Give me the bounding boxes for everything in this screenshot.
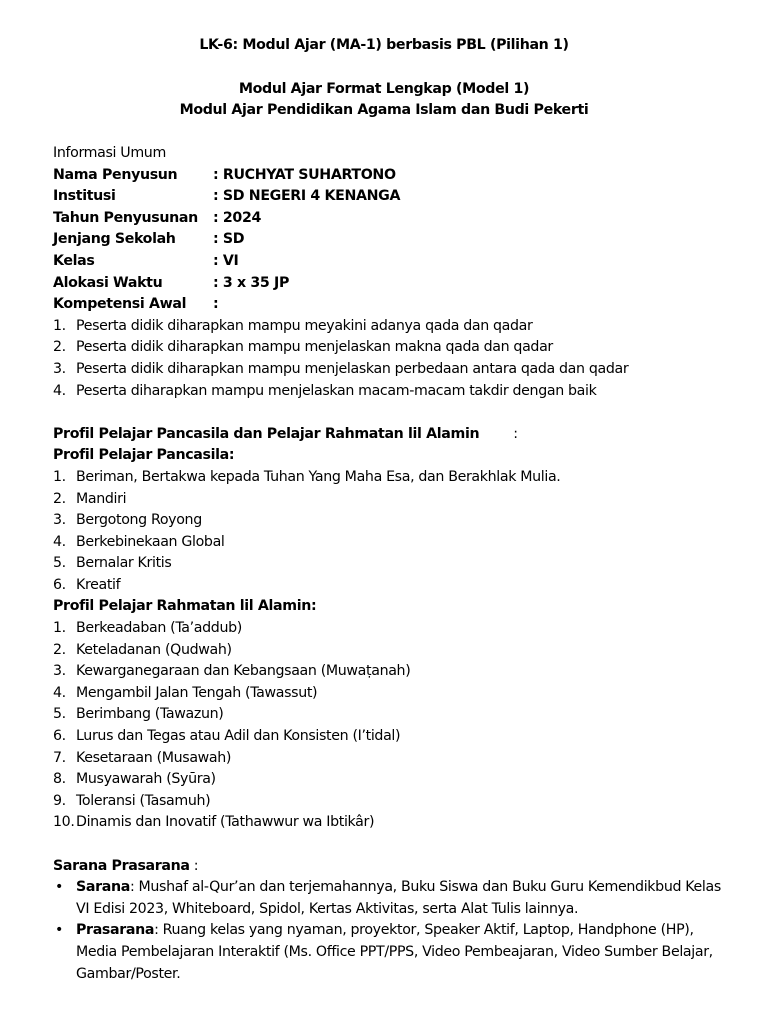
- list-number: 7.: [53, 749, 66, 766]
- list-item: [53, 640, 723, 662]
- sarana-heading: Sarana Prasarana: [53, 857, 190, 874]
- info-row-kelas: [53, 251, 723, 273]
- info-value: : 2024: [213, 209, 261, 226]
- list-item: [53, 726, 723, 748]
- informasi-umum-heading: Informasi Umum: [53, 145, 166, 161]
- list-number: 4.: [53, 533, 66, 550]
- list-item: [53, 618, 723, 640]
- list-item-text: [76, 877, 723, 920]
- list-item-text: Mandiri: [76, 490, 127, 507]
- profil-heading-colon: :: [513, 425, 518, 442]
- list-item: [53, 489, 723, 511]
- list-item-text: Dinamis dan Inovatif (Tathawwur wa Ibtikâr): [76, 814, 375, 831]
- list-item-text: Musyawarah (Syūra): [76, 771, 216, 788]
- info-row-kompetensi-awal: [53, 294, 723, 316]
- list-number: 5.: [53, 706, 66, 723]
- list-number: 1.: [53, 620, 66, 637]
- info-value: : 3 x 35 JP: [213, 274, 290, 291]
- list-item: [53, 575, 723, 597]
- info-row-tahun-penyusunan: [53, 208, 723, 230]
- list-item: [53, 532, 723, 554]
- sarana-list: [53, 877, 723, 985]
- list-item: [53, 510, 723, 532]
- list-number: 3.: [53, 663, 66, 680]
- bullet-icon: •: [55, 922, 64, 939]
- info-value: : VI: [213, 252, 239, 269]
- list-number: 1.: [53, 468, 66, 485]
- rahmatan-heading: Profil Pelajar Rahmatan lil Alamin:: [53, 598, 317, 615]
- list-item: [53, 316, 723, 338]
- info-row-nama-penyusun: [53, 165, 723, 187]
- sarana-heading-row: [53, 856, 723, 878]
- list-item-text: Peserta diharapkan mampu menjelaskan macam-macam takdir dengan baik: [76, 382, 597, 399]
- document-subject-title: Modul Ajar Pendidikan Agama Islam dan Budi Pekerti: [179, 102, 589, 118]
- profil-heading-row: [53, 424, 723, 446]
- list-number: 9.: [53, 792, 66, 809]
- sarana-heading-colon: :: [189, 857, 199, 874]
- document-subtitle: Modul Ajar Format Lengkap (Model 1): [238, 81, 530, 97]
- info-row-institusi: [53, 186, 723, 208]
- rahmatan-list: [53, 618, 723, 834]
- list-item-text: Peserta didik diharapkan mampu menjelaskan makna qada dan qadar: [76, 339, 553, 356]
- info-label: Institusi: [53, 188, 116, 205]
- list-item-text: Kewarganegaraan dan Kebangsaan (Muwaṭanah): [76, 663, 411, 680]
- list-number: 2.: [53, 641, 66, 658]
- list-item-text: Peserta didik diharapkan mampu meyakini adanya qada dan qadar: [76, 317, 533, 334]
- list-item-text: Toleransi (Tasamuh): [76, 792, 211, 809]
- list-item-text: Beriman, Bertakwa kepada Tuhan Yang Maha Esa, dan Berakhlak Mulia.: [76, 468, 561, 485]
- info-label: Alokasi Waktu: [53, 274, 163, 291]
- item-label: Prasarana: [76, 922, 155, 939]
- list-item-text: Berkeadaban (Ta’addub): [76, 620, 242, 637]
- list-number: 10.: [53, 814, 75, 831]
- list-item-text: Mengambil Jalan Tengah (Tawassut): [76, 684, 318, 701]
- list-item-text: Berimbang (Tawazun): [76, 706, 224, 723]
- info-value: : RUCHYAT SUHARTONO: [213, 166, 396, 183]
- kompetensi-list: [53, 316, 723, 402]
- list-number: 6.: [53, 576, 66, 593]
- list-number: 2.: [53, 339, 66, 356]
- list-item: [53, 467, 723, 489]
- list-item-text: Lurus dan Tegas atau Adil dan Konsisten (I’tidal): [76, 728, 401, 745]
- list-item-text: Keteladanan (Qudwah): [76, 641, 232, 658]
- list-item: [53, 359, 723, 381]
- list-item: [53, 769, 723, 791]
- profil-heading: Profil Pelajar Pancasila dan Pelajar Rahmatan lil Alamin: [53, 425, 480, 442]
- item-label: Sarana: [76, 879, 130, 896]
- info-label: Kelas: [53, 252, 95, 269]
- list-item: [53, 683, 723, 705]
- pancasila-heading: Profil Pelajar Pancasila:: [53, 447, 235, 464]
- list-item-text: Peserta didik diharapkan mampu menjelaskan perbedaan antara qada dan qadar: [76, 360, 629, 377]
- list-item: [53, 791, 723, 813]
- list-item-text: [76, 920, 723, 985]
- list-item-text: Bernalar Kritis: [76, 555, 172, 572]
- list-number: 4.: [53, 382, 66, 399]
- list-item-text: Berkebinekaan Global: [76, 533, 225, 550]
- pancasila-list: [53, 467, 723, 597]
- info-label: Tahun Penyusunan: [53, 209, 198, 226]
- list-number: 3.: [53, 360, 66, 377]
- list-number: 6.: [53, 728, 66, 745]
- list-item: [53, 748, 723, 770]
- list-item: [53, 381, 723, 403]
- list-number: 1.: [53, 317, 66, 334]
- info-value: : SD NEGERI 4 KENANGA: [213, 188, 401, 205]
- bullet-icon: •: [55, 879, 64, 896]
- info-row-jenjang-sekolah: [53, 229, 723, 251]
- list-item: [53, 920, 723, 985]
- list-item: [53, 812, 723, 834]
- document-title: LK-6: Modul Ajar (MA-1) berbasis PBL (Pilihan 1): [199, 37, 569, 53]
- list-number: 3.: [53, 512, 66, 529]
- list-item-text: Kesetaraan (Musawah): [76, 749, 232, 766]
- list-number: 5.: [53, 555, 66, 572]
- item-description: : Mushaf al-Qur’an dan terjemahannya, Buku Siswa dan Buku Guru Kemendikbud Kelas VI Edisi 2023, Whiteboard, Spidol, Kertas Aktivitas, serta Alat Tulis lainnya.: [76, 879, 721, 917]
- info-value: :: [213, 296, 219, 313]
- item-description: : Ruang kelas yang nyaman, proyektor, Speaker Aktif, Laptop, Handphone (HP), Media Pembelajaran Interaktif (Ms. Office PPT/PPS, Video Pembeajaran, Video Sumber Belajar, Gambar/Poster.: [76, 922, 713, 982]
- list-item: [53, 877, 723, 920]
- list-number: 8.: [53, 771, 66, 788]
- info-label: Jenjang Sekolah: [53, 231, 176, 248]
- list-item: [53, 704, 723, 726]
- info-row-alokasi-waktu: [53, 273, 723, 295]
- info-label: Nama Penyusun: [53, 166, 178, 183]
- list-item: [53, 337, 723, 359]
- list-number: 4.: [53, 684, 66, 701]
- list-item-text: Bergotong Royong: [76, 512, 202, 529]
- info-value: : SD: [213, 231, 245, 248]
- list-number: 2.: [53, 490, 66, 507]
- list-item: [53, 553, 723, 575]
- informasi-umum-section: [53, 143, 723, 985]
- list-item-text: Kreatif: [76, 576, 121, 593]
- info-label: Kompetensi Awal: [53, 296, 187, 313]
- list-item: [53, 661, 723, 683]
